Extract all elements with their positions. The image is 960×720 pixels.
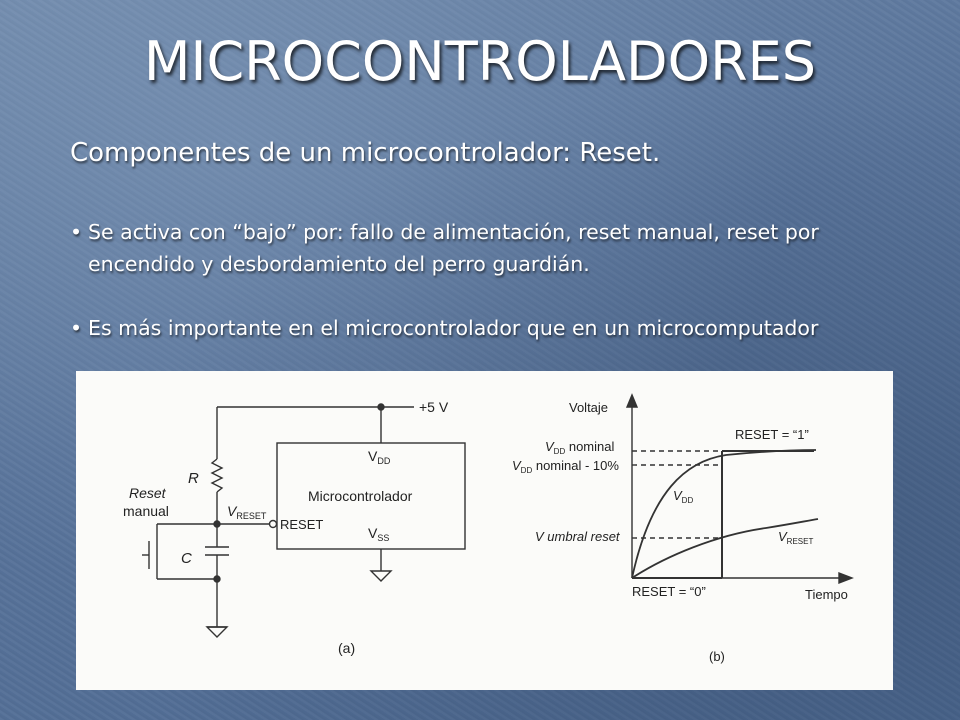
bullet-dot: •: [70, 316, 83, 340]
graph-labels: [512, 400, 848, 664]
capacitor-label: C: [181, 550, 192, 567]
switch-label-reset: Reset: [129, 485, 166, 501]
slide-subtitle: Componentes de un microcontrolador: Reset.: [70, 138, 661, 168]
slide-title: MICROCONTROLADORES: [143, 30, 817, 93]
vreset-curve: [632, 519, 818, 578]
reset-timing-graph: [627, 395, 852, 583]
bullet-text-line-1: Se activa con “bajo” por: fallo de alimentación, reset manual, reset por: [88, 220, 819, 244]
bullet-importance: [70, 312, 950, 344]
resistor-label: R: [188, 470, 199, 487]
threshold-label: V umbral reset: [535, 529, 620, 544]
reset-high-label: RESET = “1”: [735, 427, 809, 442]
caption-b: (b): [709, 649, 725, 664]
vdd-curve-label: $V_{DD}$: [673, 488, 694, 505]
reset-pin-bubble: [270, 521, 277, 528]
reset-low-label: RESET = “0”: [632, 584, 706, 599]
vdd-minus-label: $V_{DD}$ nominal - 10%: [512, 458, 619, 475]
bullet-reset-causes: [70, 216, 940, 280]
circuit-labels: [123, 399, 449, 656]
vdd-curve: [632, 450, 816, 578]
y-axis-arrow: [627, 395, 637, 407]
resistor-symbol: [212, 459, 222, 492]
vdd-nominal-label: $V_{DD}$ nominal: [545, 439, 615, 456]
reset-pin-label: RESET: [280, 517, 324, 532]
vreset-curve-label: $V_{RESET}$: [778, 529, 814, 546]
bullet-dot: •: [70, 220, 83, 244]
supply-label: +5 V: [419, 399, 449, 415]
reset-figure: [76, 371, 893, 690]
vreset-label: $V_{RESET}$: [227, 503, 267, 521]
caption-a: (a): [338, 640, 356, 656]
chip-name-label: Microcontrolador: [308, 488, 413, 504]
ground-symbol: [207, 627, 227, 637]
vss-pin-label: $V_{SS}$: [368, 525, 390, 543]
vdd-pin-label: $V_{DD}$: [368, 448, 391, 466]
bullet-text-line-2: encendido y desbordamiento del perro guardián.: [88, 252, 590, 276]
figure-svg: [76, 371, 893, 690]
y-axis-label: Voltaje: [569, 400, 609, 415]
vss-ground-symbol: [371, 571, 391, 581]
switch-label-manual: manual: [123, 503, 169, 519]
bullet-text-importance: Es más importante en el microcontrolador que en un microcomputador: [88, 316, 819, 340]
x-axis-label: Tiempo: [805, 587, 848, 602]
x-axis-arrow: [839, 573, 852, 583]
